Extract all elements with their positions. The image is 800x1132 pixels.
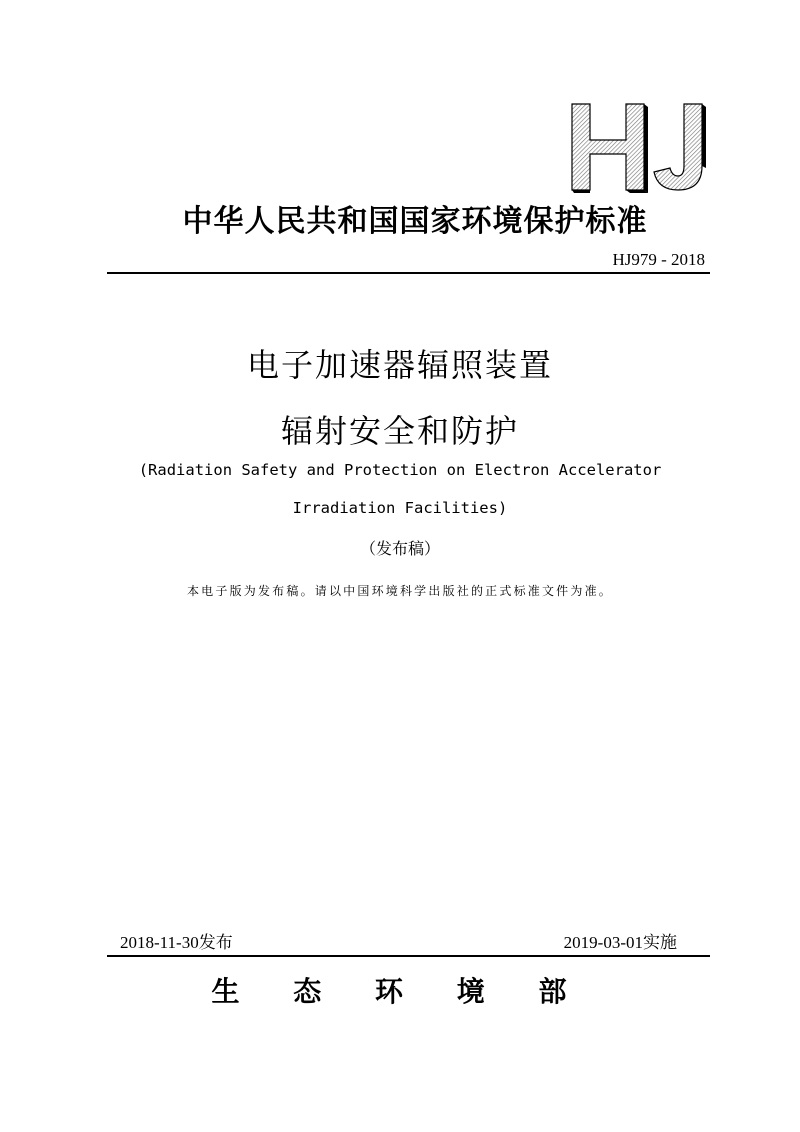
svg-text:HJ: HJ [560, 100, 562, 101]
title-chinese-line-2: 辐射安全和防护 [280, 412, 519, 450]
standard-number: HJ979 - 2018 [612, 250, 705, 269]
header-divider [107, 272, 710, 274]
draft-status-note: （发布稿） [359, 539, 440, 558]
effective-date: 2019-03-01实施 [563, 933, 677, 952]
disclaimer-text: 本电子版为发布稿。请以中国环境科学出版社的正式标准文件为准。 [186, 584, 613, 598]
title-chinese-line-1: 电子加速器辐照装置 [246, 346, 553, 384]
issue-date: 2018-11-30发布 [120, 933, 233, 952]
hj-logo [560, 100, 720, 195]
title-english-line-1: (Radiation Safety and Protection on Electron Accelerator [138, 461, 662, 479]
issuing-ministry: 生 态 环 境 部 [211, 975, 589, 1008]
footer-divider [107, 955, 710, 957]
issuing-authority: 中华人民共和国国家环境保护标准 [182, 204, 648, 239]
title-english-line-2: Irradiation Facilities) [292, 499, 508, 517]
